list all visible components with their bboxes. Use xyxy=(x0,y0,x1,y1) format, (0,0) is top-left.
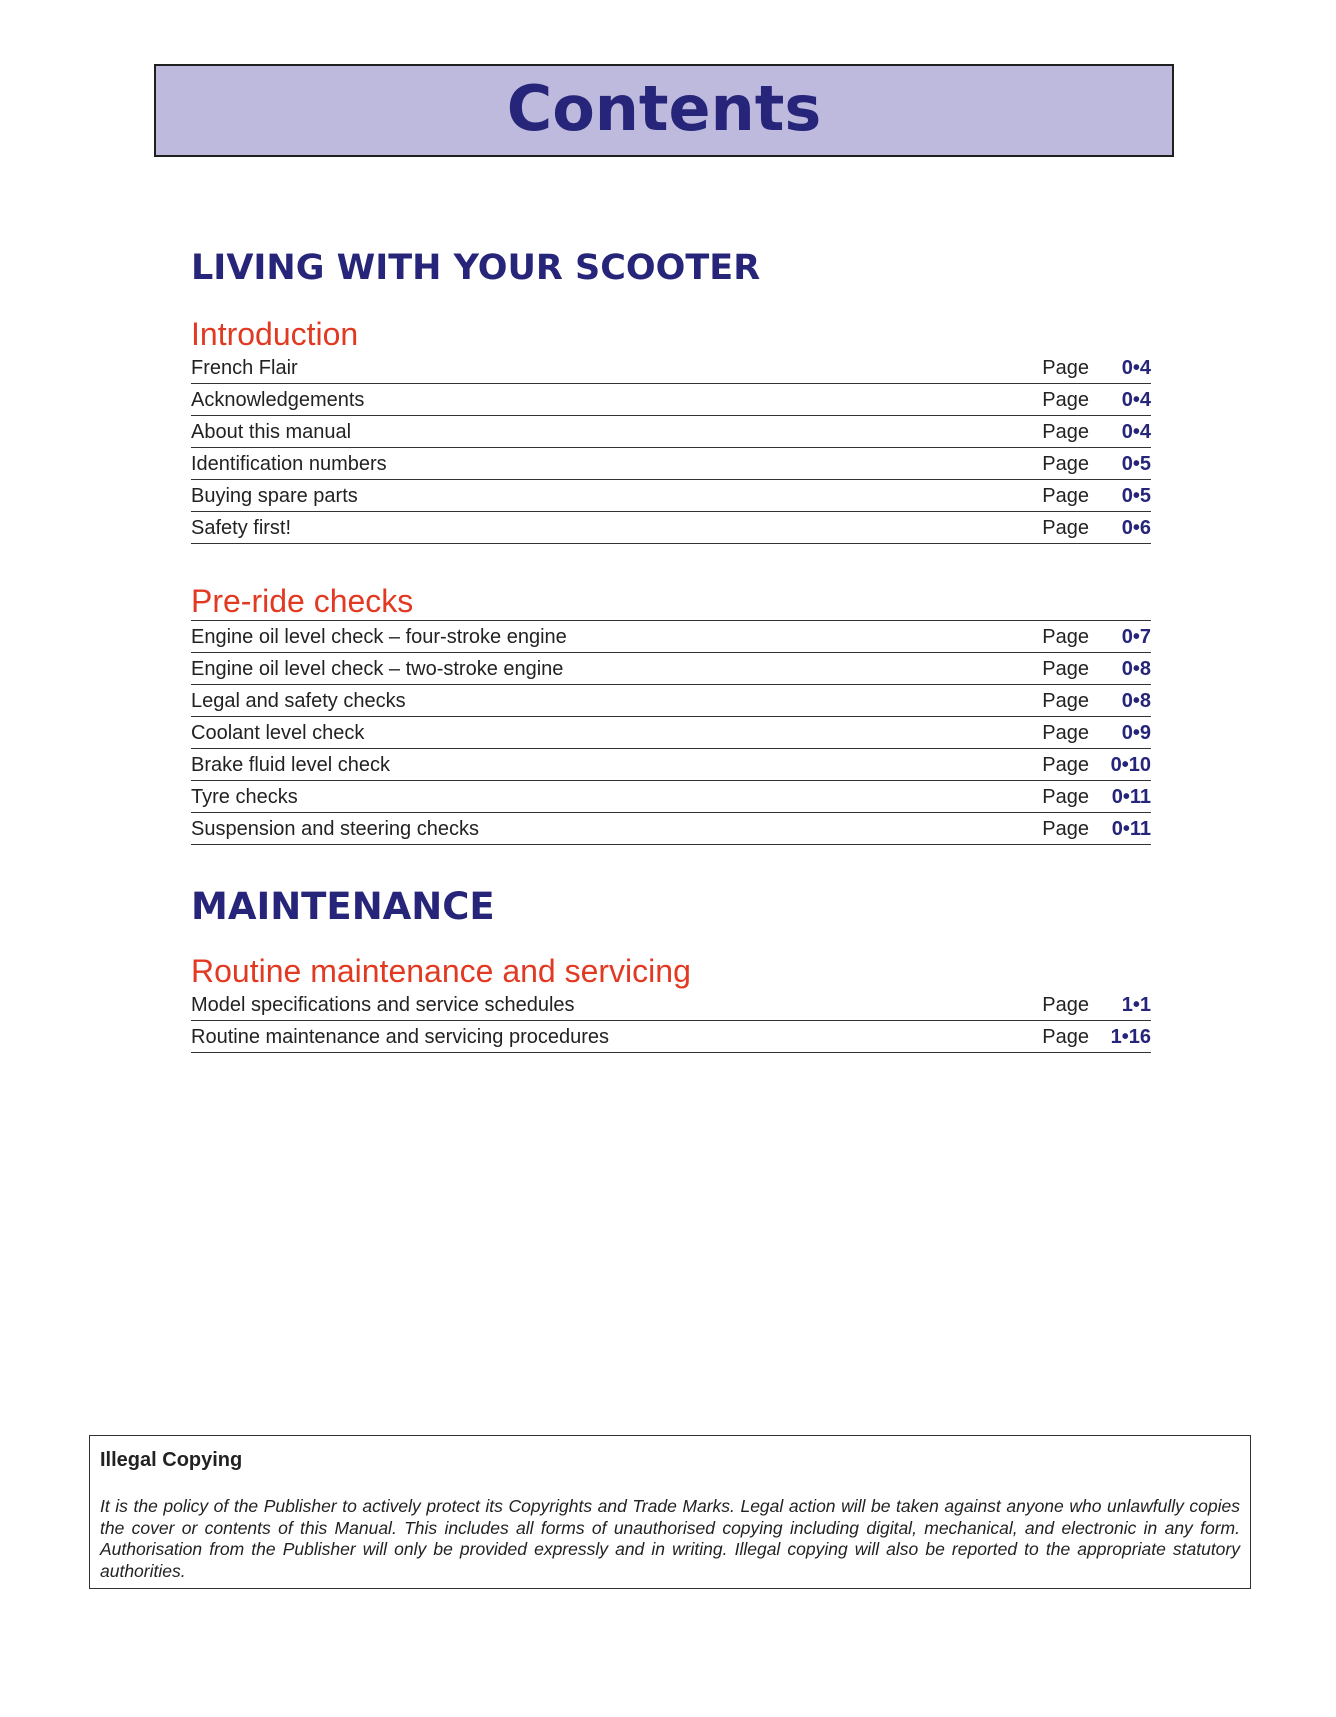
toc-entry-title: Routine maintenance and servicing procedures xyxy=(191,1026,610,1048)
toc-entry[interactable] xyxy=(191,1021,1151,1053)
toc-entry-title: French Flair xyxy=(191,357,298,379)
toc-list-pre-ride-checks xyxy=(191,620,1151,845)
toc-entry-page-label: Page xyxy=(1042,1026,1089,1048)
toc-entry[interactable] xyxy=(191,448,1151,480)
toc-entry-page-label: Page xyxy=(1042,357,1089,379)
section-heading-pre-ride-checks: Pre-ride checks xyxy=(191,583,414,619)
toc-entry-page-label: Page xyxy=(1042,517,1089,539)
toc-entry-page-number: 1•1 xyxy=(1121,994,1151,1016)
toc-entry-title: Brake fluid level check xyxy=(191,754,390,776)
part-heading-maintenance: MAINTENANCE xyxy=(191,885,495,928)
toc-entry-page-number: 1•16 xyxy=(1110,1026,1151,1048)
toc-entry-page-label: Page xyxy=(1042,485,1089,507)
toc-entry-page-label: Page xyxy=(1042,389,1089,411)
toc-entry-page-number: 0•9 xyxy=(1121,722,1151,744)
toc-entry-page-number: 0•4 xyxy=(1121,357,1151,379)
toc-entry[interactable] xyxy=(191,717,1151,749)
illegal-copying-notice xyxy=(89,1435,1251,1589)
toc-entry[interactable] xyxy=(191,813,1151,845)
toc-entry-page-number: 0•4 xyxy=(1121,421,1151,443)
toc-entry[interactable] xyxy=(191,416,1151,448)
toc-list-introduction xyxy=(191,352,1151,544)
toc-entry-page-label: Page xyxy=(1042,786,1089,808)
toc-entry-page-label: Page xyxy=(1042,818,1089,840)
toc-entry-page-label: Page xyxy=(1042,453,1089,475)
toc-entry-page-label: Page xyxy=(1042,626,1089,648)
toc-entry-page-label: Page xyxy=(1042,658,1089,680)
page-title: Contents xyxy=(506,72,822,145)
toc-entry-page-number: 0•11 xyxy=(1111,818,1151,840)
toc-entry-title: Engine oil level check – four-stroke engine xyxy=(191,626,567,648)
toc-entry-page-number: 0•10 xyxy=(1110,754,1151,776)
toc-entry[interactable] xyxy=(191,749,1151,781)
toc-entry-title: Acknowledgements xyxy=(191,389,365,411)
toc-entry[interactable] xyxy=(191,781,1151,813)
part-heading-living-with-your-scooter: LIVING WITH YOUR SCOOTER xyxy=(191,248,761,288)
toc-entry[interactable] xyxy=(191,352,1151,384)
toc-entry-page-label: Page xyxy=(1042,421,1089,443)
toc-entry-page-number: 0•11 xyxy=(1111,786,1151,808)
section-heading-introduction: Introduction xyxy=(191,316,359,352)
toc-entry-page-number: 0•7 xyxy=(1121,626,1151,648)
toc-entry-title: Coolant level check xyxy=(191,722,365,744)
toc-entry-page-label: Page xyxy=(1042,754,1089,776)
notice-title: Illegal Copying xyxy=(100,1449,243,1471)
toc-list-routine-maintenance xyxy=(191,989,1151,1053)
toc-entry-title: Identification numbers xyxy=(191,453,387,475)
toc-entry-page-label: Page xyxy=(1042,690,1089,712)
toc-entry-title: Suspension and steering checks xyxy=(191,818,479,840)
toc-entry-page-label: Page xyxy=(1042,722,1089,744)
toc-entry[interactable] xyxy=(191,989,1151,1021)
notice-body: It is the policy of the Publisher to actively protect its Copyrights and Trade Marks. Legal action will be taken against anyone who unlawfully copies the cover or contents of this Manual. This includes all forms of unauthorised copying including digital, mechanical, and electronic in any form. Authorisation from the Publisher will only be provided expressly and in writing. Illegal copying will also be reported to the appropriate statutory authorities. xyxy=(100,1496,1240,1581)
toc-entry[interactable] xyxy=(191,685,1151,717)
toc-entry-page-number: 0•5 xyxy=(1121,453,1151,475)
toc-entry-title: About this manual xyxy=(191,421,352,443)
section-heading-routine-maintenance: Routine maintenance and servicing xyxy=(191,953,691,989)
toc-entry[interactable] xyxy=(191,480,1151,512)
toc-entry-page-label: Page xyxy=(1042,994,1089,1016)
contents-title-band xyxy=(154,64,1174,157)
toc-entry[interactable] xyxy=(191,512,1151,544)
toc-entry-page-number: 0•8 xyxy=(1121,690,1151,712)
toc-entry-title: Engine oil level check – two-stroke engine xyxy=(191,658,564,680)
toc-entry-page-number: 0•4 xyxy=(1121,389,1151,411)
toc-entry-title: Model specifications and service schedules xyxy=(191,994,575,1016)
toc-entry-page-number: 0•5 xyxy=(1121,485,1151,507)
toc-entry[interactable] xyxy=(191,621,1151,653)
toc-entry[interactable] xyxy=(191,384,1151,416)
toc-entry[interactable] xyxy=(191,653,1151,685)
toc-entry-page-number: 0•8 xyxy=(1121,658,1151,680)
toc-entry-title: Buying spare parts xyxy=(191,485,358,507)
toc-entry-page-number: 0•6 xyxy=(1121,517,1151,539)
toc-entry-title: Tyre checks xyxy=(191,786,298,808)
toc-entry-title: Safety first! xyxy=(191,517,292,539)
toc-entry-title: Legal and safety checks xyxy=(191,690,406,712)
